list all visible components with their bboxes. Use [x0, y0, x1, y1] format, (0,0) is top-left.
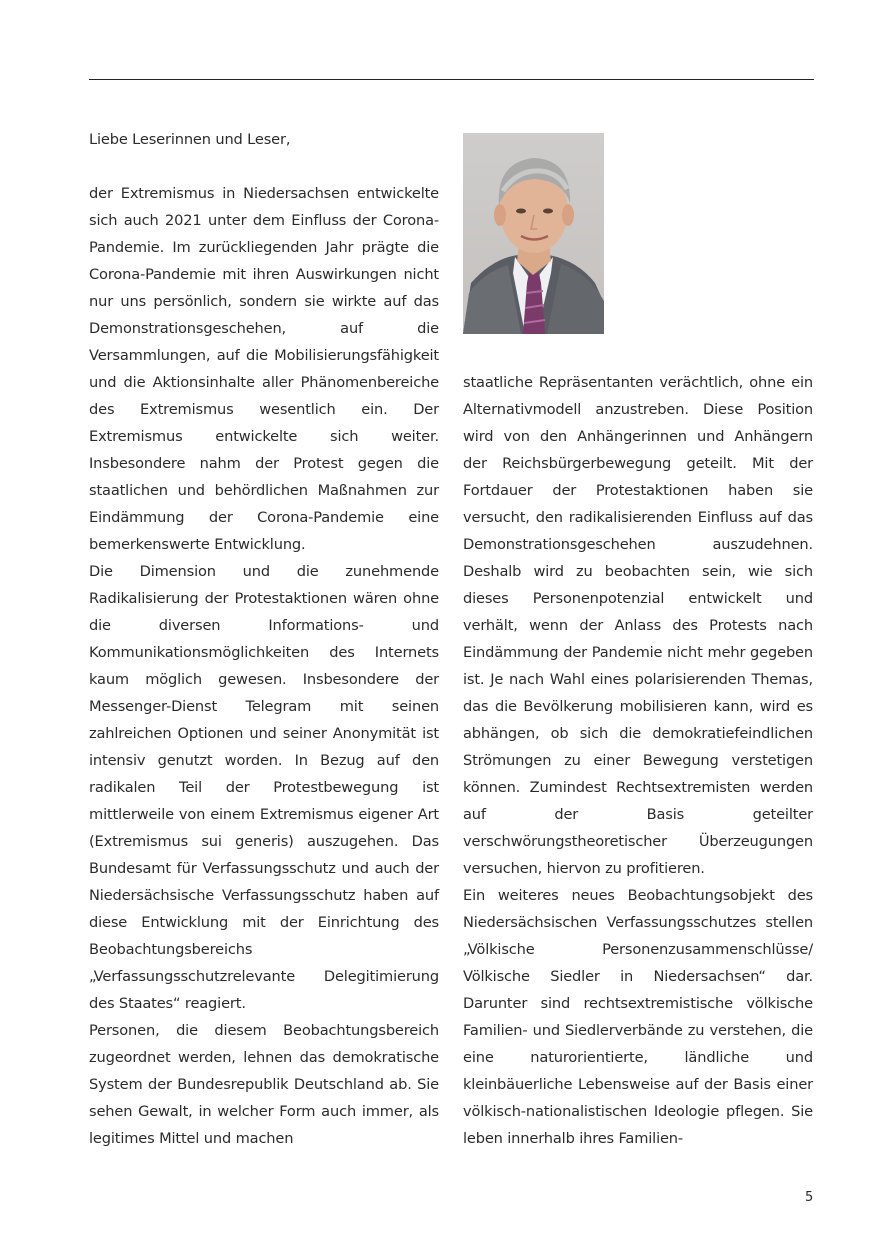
paragraph: Ein weiteres neues Beobachtungsobjekt des Niedersächsischen Verfassungsschutzes stellen „Völkische Personenzusammenschlüsse/ Völkische Siedler in Niedersachsen“ dar. Darunter sind rechtsextremistische völkische Familien- und Siedlerverbände zu verstehen, die eine naturorientierte, ländliche und kleinbäuerliche Lebensweise auf der Basis einer völkisch-nationalistischen Ideologie pflegen. Sie leben innerhalb ihres Familien-	[463, 887, 813, 1147]
greeting: Liebe Leserinnen und Leser,	[89, 131, 291, 148]
page-number: 5	[805, 1190, 814, 1205]
left-column	[89, 126, 439, 1152]
paragraph: Die Dimension und die zunehmende Radikalisierung der Protestaktionen wären ohne die diversen Informations- und Kommunikationsmöglichkeiten des Internets kaum möglich gewesen. Insbesondere der Messenger-Dienst Telegram mit seinen zahlreichen Optionen und seiner Anonymität ist intensiv genutzt worden. In Bezug auf den radikalen Teil der Protestbewegung ist mittlerweile von einem Extremismus eigener Art (Extremismus sui generis) auszugehen. Das Bundesamt für Verfassungsschutz und auch der Niedersächsische Verfassungsschutz haben auf diese Entwicklung mit der Einrichtung des Beobachtungsbereichs „Verfassungsschutzrelevante Delegitimierung des Staates“ reagiert.	[89, 563, 439, 1012]
paragraph: Personen, die diesem Beobachtungsbereich zugeordnet werden, lehnen das demokratische System der Bundesrepublik Deutschland ab. Sie sehen Gewalt, in welcher Form auch immer, als legitimes Mittel und machen	[89, 1022, 439, 1147]
paragraph: staatliche Repräsentanten verächtlich, ohne ein Alternativmodell anzustreben. Diese Position wird von den Anhängerinnen und Anhängern der Reichsbürgerbewegung geteilt. Mit der Fortdauer der Protestaktionen haben sie versucht, den radikalisierenden Einfluss auf das Demonstrationsgeschehen auszudehnen. Deshalb wird zu beobachten sein, wie sich dieses Personenpotenzial entwickelt und verhält, wenn der Anlass des Protests nach Eindämmung der Pandemie nicht mehr gegeben ist. Je nach Wahl eines polarisierenden Themas, das die Bevölkerung mobilisieren kann, wird es abhängen, ob sich die demokratiefeindlichen Strömungen zu einer Bewegung verstetigen können. Zumindest Rechtsextremisten werden auf der Basis geteilter verschwörungstheoretischer Überzeugungen versuchen, hiervon zu profitieren.	[463, 374, 813, 877]
portrait-illustration	[463, 133, 604, 334]
author-portrait	[463, 133, 604, 334]
paragraph: der Extremismus in Niedersachsen entwickelte sich auch 2021 unter dem Einfluss der Corona-Pandemie. Im zurückliegenden Jahr prägte die Corona-Pandemie mit ihren Auswirkungen nicht nur uns persönlich, sondern sie wirkte auf das Demonstrationsgeschehen, auf die Versammlungen, auf die Mobilisierungsfähigkeit und die Aktionsinhalte aller Phänomenbereiche des Extremismus wesentlich ein. Der Extremismus entwickelte sich weiter. Insbesondere nahm der Protest gegen die staatlichen und behördlichen Maßnahmen zur Eindämmung der Corona-Pandemie eine bemerkenswerte Entwicklung.	[89, 185, 439, 553]
right-column	[463, 369, 813, 1152]
header-rule	[89, 79, 814, 80]
